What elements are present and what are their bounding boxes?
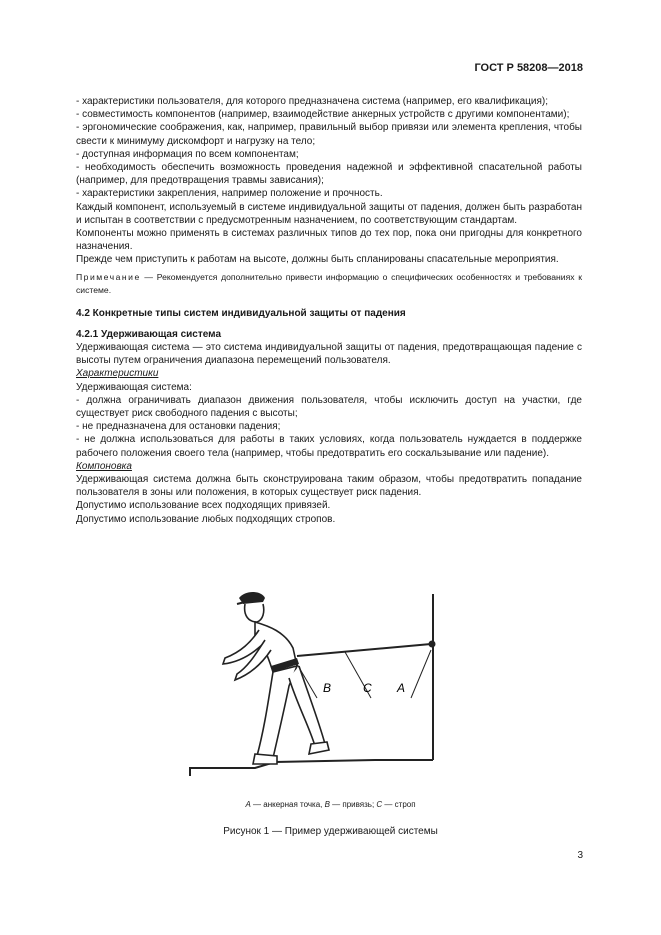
note-text: — Рекомендуется дополнительно привести информацию о специфических особенностях и требованиях к системе. bbox=[76, 271, 582, 295]
layout-heading: Компоновка bbox=[76, 460, 132, 472]
paragraph: Удерживающая система: bbox=[76, 381, 192, 393]
note-label: Примечание bbox=[76, 271, 141, 282]
label-a: A bbox=[397, 681, 406, 695]
paragraph: - совместимость компонентов (например, взаимодействие анкерных устройств с другими компонентами); bbox=[76, 109, 570, 121]
list-item: - не предназначена для остановки падения; bbox=[76, 421, 281, 433]
paragraph: - характеристики пользователя, для которого предназначена система (например, его квалификация); bbox=[76, 96, 549, 107]
paragraph: Удерживающая система должна быть сконструирована таким образом, чтобы предотвратить попадание пользователя в зоны или положения, в которых существует риск падения. bbox=[76, 474, 582, 499]
subsection-title: 4.2.1 Удерживающая система bbox=[76, 328, 222, 340]
paragraph: Каждый компонент, используемый в системе индивидуальной защиты от падения, должен быть разработан и испытан в соответствии с предусмотренным назначением, по соответствующим стандартам. bbox=[76, 201, 582, 226]
page-number: 3 bbox=[577, 850, 583, 861]
characteristics-heading: Характеристики bbox=[76, 368, 159, 380]
figure-caption: Рисунок 1 — Пример удерживающей системы bbox=[223, 826, 438, 837]
label-c: C bbox=[363, 681, 372, 695]
paragraph: - эргономические соображения, как, например, правильный выбор привязи или элемента крепления, чтобы свести к минимуму дискомфорт и нагрузку на тело; bbox=[76, 122, 582, 147]
body-text bbox=[76, 95, 582, 526]
paragraph: - необходимость обеспечить возможность проведения надежной и эффективной спасательной работы (например, для предотвращения травмы зависания); bbox=[76, 162, 582, 187]
note bbox=[76, 271, 582, 297]
paragraph: Допустимо использование всех подходящих привязей. bbox=[76, 500, 331, 512]
restraint-system-illustration bbox=[185, 586, 450, 776]
lanyard-line bbox=[297, 644, 431, 656]
figure-legend: A — анкерная точка, B — привязь; C — строп bbox=[245, 800, 416, 809]
paragraph: Прежде чем приступить к работам на высоте, должны быть спланированы спасательные мероприятия. bbox=[76, 254, 559, 266]
section-title: 4.2 Конкретные типы систем индивидуальной защиты от падения bbox=[76, 307, 406, 319]
paragraph: Компоненты можно применять в системах различных типов до тех пор, пока они пригодны для конкретного назначения. bbox=[76, 228, 582, 253]
label-b: B bbox=[323, 681, 332, 695]
paragraph: - характеристики закрепления, например положение и прочность. bbox=[76, 188, 383, 200]
paragraph: - доступная информация по всем компонентам; bbox=[76, 148, 299, 160]
document-header: ГОСТ Р 58208—2018 bbox=[474, 62, 583, 74]
paragraph: Удерживающая система — это система индивидуальной защиты от падения, предотвращающая падение с высоты путем ограничения диапазона перемещений пользователя. bbox=[76, 342, 582, 367]
paragraph: Допустимо использование любых подходящих стропов. bbox=[76, 513, 336, 525]
restraint-system-figure bbox=[185, 586, 450, 776]
list-item: - не должна использоваться для работы в таких условиях, когда пользователь нуждается в поддержке рабочего положения своего тела (например, чтобы предотвратить его соскальзывание или падение). bbox=[76, 434, 582, 459]
list-item: - должна ограничивать диапазон движения пользователя, чтобы исключить доступ на участки, где существует риск свободного падения с высоты; bbox=[76, 394, 582, 420]
